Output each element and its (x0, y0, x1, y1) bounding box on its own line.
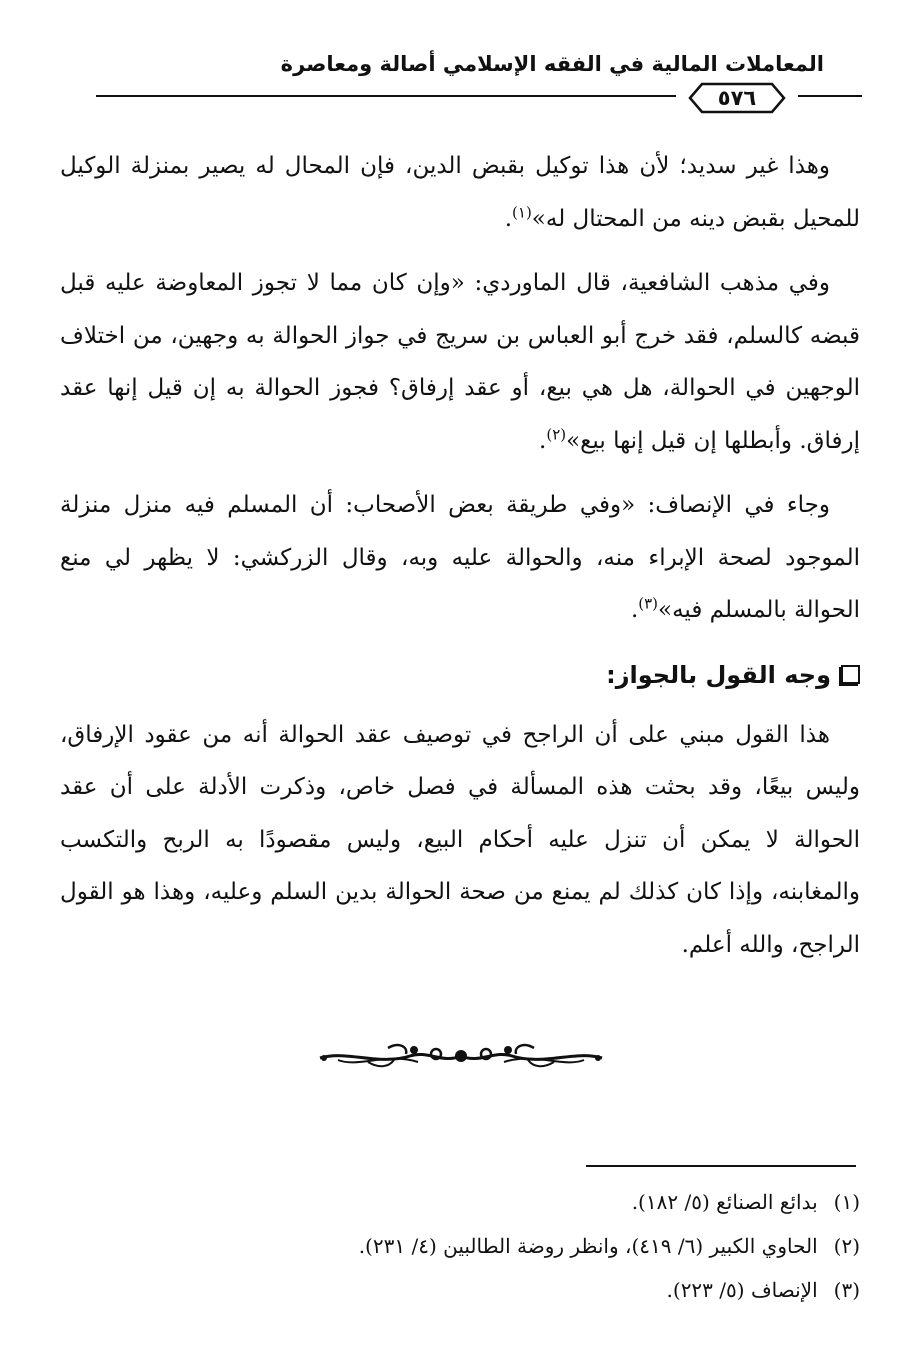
paragraph (60, 709, 860, 972)
footnote-ref: (٢) (546, 424, 567, 443)
paragraph-text: وهذا غير سديد؛ لأن هذا توكيل بقبض الدين، فإن المحال له يصير بمنزلة الوكيل للمحيل بقبض دينه من المحتال له» (60, 153, 860, 232)
footnote-text: بدائع الصنائع (٥/ ١٨٢). (631, 1190, 818, 1214)
running-title: المعاملات المالية في الفقه الإسلامي أصالة ومعاصرة (280, 52, 824, 76)
footnote-text: الحاوي الكبير (٦/ ٤١٩)، وانظر روضة الطالبين (٤/ ٢٣١). (358, 1234, 818, 1258)
footnote-text: الإنصاف (٥/ ٢٢٣). (666, 1278, 818, 1302)
footnote (60, 1182, 860, 1222)
square-bullet-icon (841, 665, 860, 684)
footnotes (60, 1182, 860, 1314)
paragraph-text: وجاء في الإنصاف: «وفي طريقة بعض الأصحاب: أن المسلم فيه منزل منزلة الموجود لصحة الإبراء منه، والحوالة عليه وبه، وقال الزركشي: لا يظهر لي منع الحوالة بالمسلم فيه» (60, 492, 860, 623)
footnote-separator (586, 1165, 856, 1167)
footnote-number: (١) (833, 1190, 860, 1214)
section-heading-text: وجه القول بالجواز: (606, 660, 831, 689)
page-number-frame (676, 80, 798, 116)
paragraph (60, 257, 860, 467)
paragraph-end: . (504, 205, 513, 232)
main-text (60, 140, 860, 983)
section-heading (60, 649, 860, 701)
footnote (60, 1226, 860, 1266)
ornament-divider-icon (318, 1038, 604, 1074)
page-number: ٥٧٦ (717, 86, 757, 110)
footnote-ref: (١) (512, 202, 532, 221)
footnote-number: (٢) (833, 1234, 860, 1258)
footnote-ref: (٣) (638, 594, 659, 613)
footnote (60, 1270, 860, 1310)
paragraph-text: وفي مذهب الشافعية، قال الماوردي: «وإن كان مما لا تجوز المعاوضة عليه قبل قبضه كالسلم، فقد خرج أبو العباس بن سريج في جواز الحوالة به وجهين، من اختلاف الوجهين في الحوالة، هل هي بيع، أو عقد إرفاق؟ فجوز الحوالة به إن قيل إنها عقد إرفاق. وأبطلها إن قيل إنها بيع» (60, 270, 860, 454)
paragraph-end: . (539, 427, 547, 454)
footnote-number: (٣) (833, 1278, 860, 1302)
paragraph-end: . (630, 597, 639, 623)
paragraph-text: هذا القول مبني على أن الراجح في توصيف عقد الحوالة أنه من عقود الإرفاق، وليس بيعًا، وقد بحثت هذه المسألة في فصل خاص، وذكرت الأدلة على أن عقد الحوالة لا يمكن أن تنزل عليه أحكام البيع، وليس مقصودًا به الربح والتكسب والمغابنه، وإذا كان كذلك لم يمنع من صحة الحوالة بدين السلم وعليه، وهذا هو القول الراجح، والله أعلم. (60, 721, 860, 958)
paragraph (60, 479, 860, 637)
paragraph (60, 140, 860, 245)
